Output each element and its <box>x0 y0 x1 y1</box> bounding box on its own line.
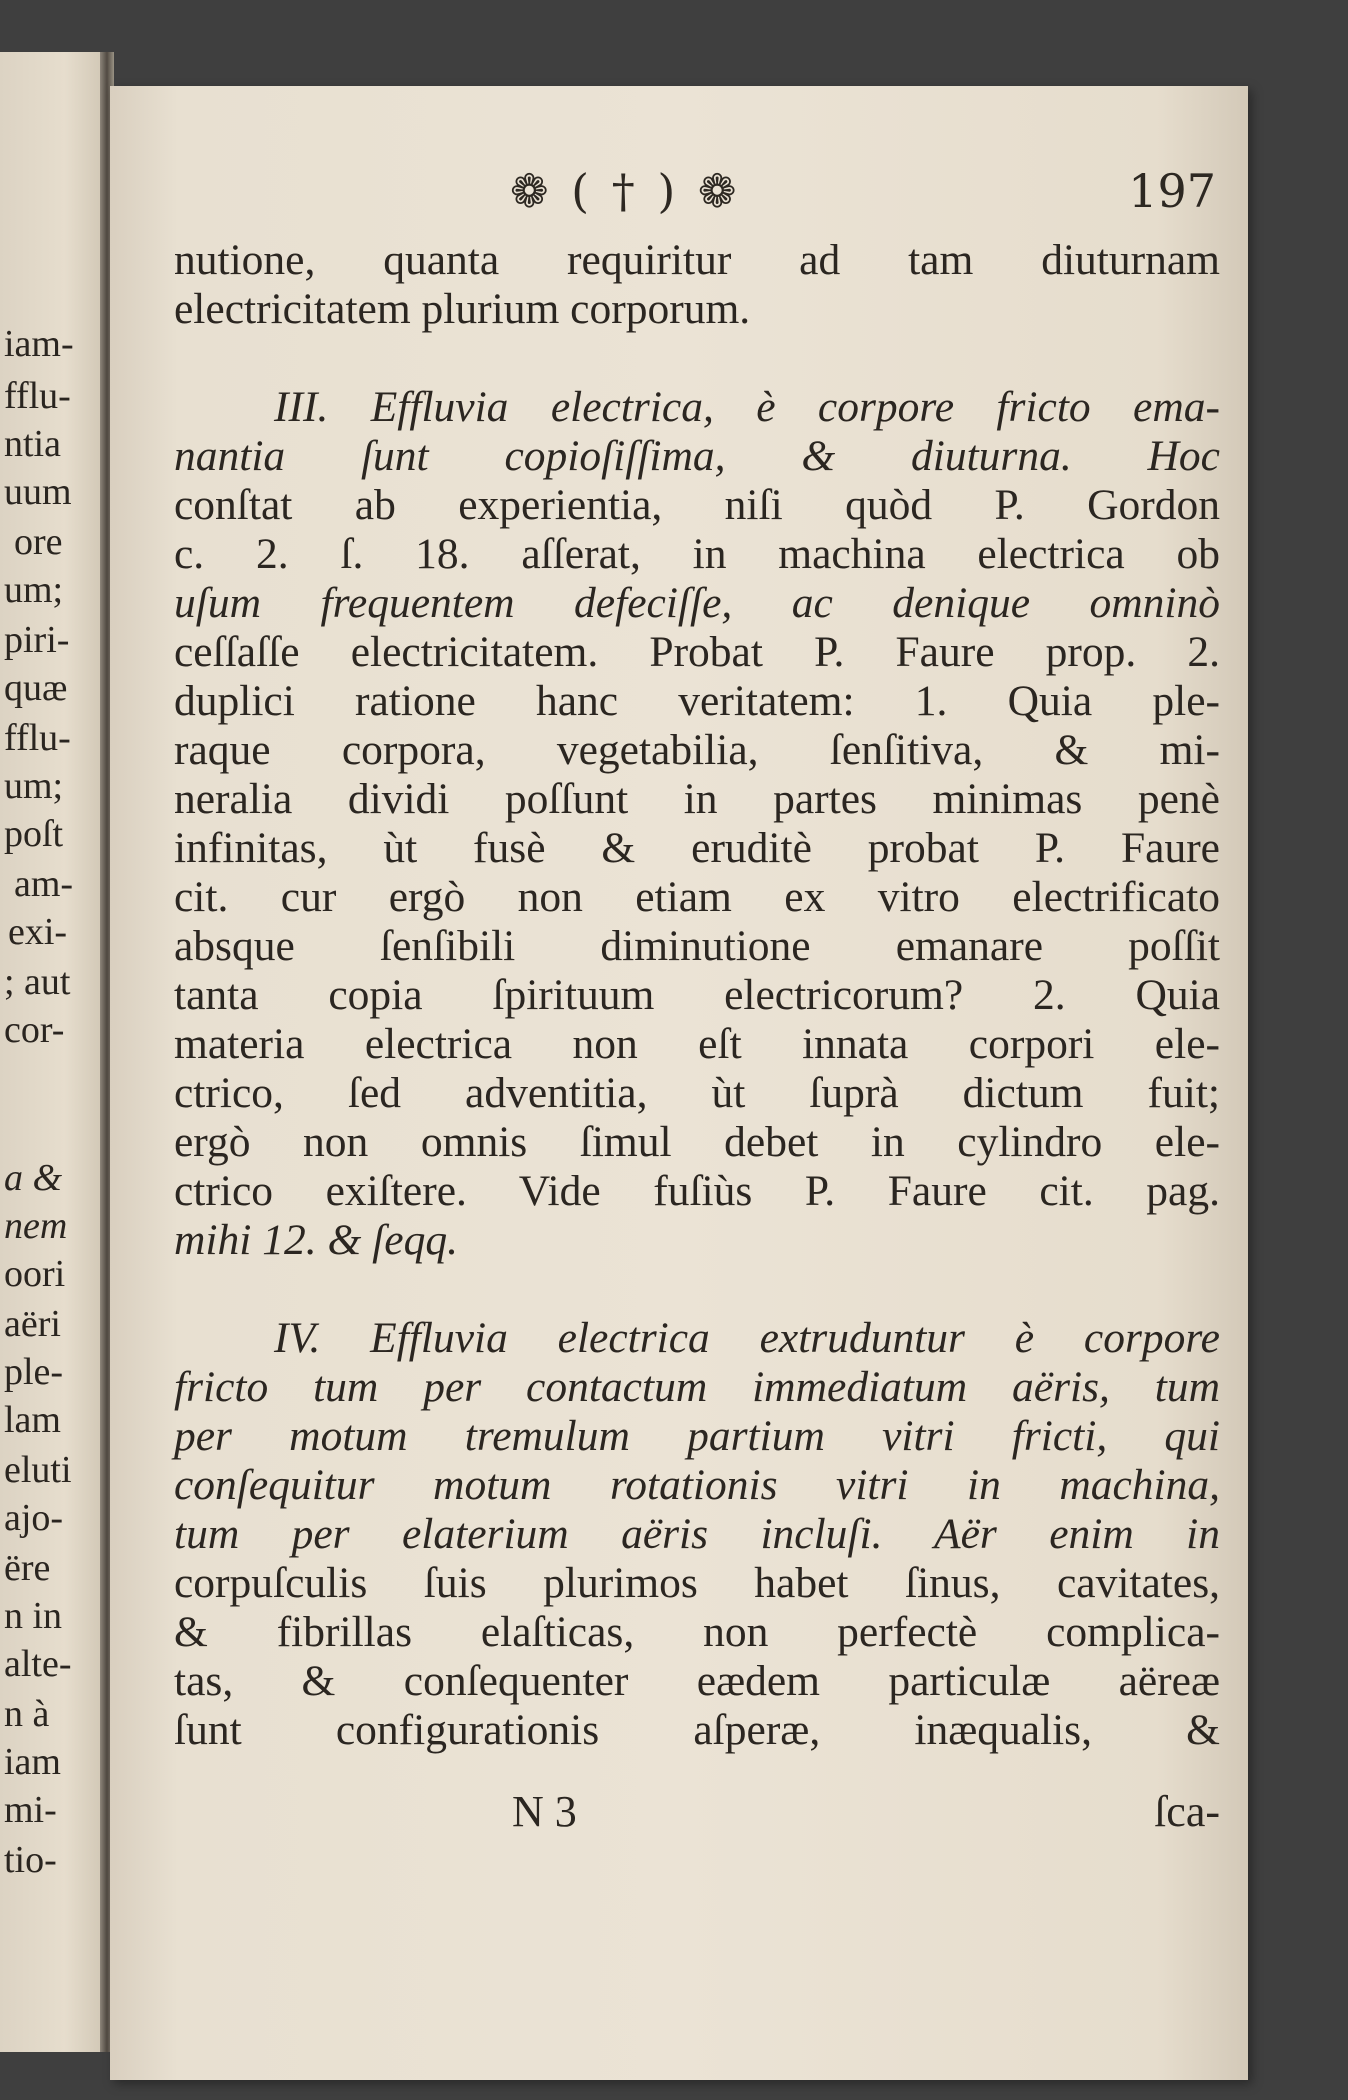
text-line: corpuſculis ſuis plurimos habet ſinus, cavitates, <box>174 1559 1220 1607</box>
left-fragment: uum <box>4 471 72 513</box>
header-ornament: ❁ ( † ) ❁ <box>510 164 741 218</box>
left-fragment: poſt <box>4 813 64 855</box>
left-fragment: eluti <box>4 1449 72 1491</box>
text-line: infinitas, ùt fusè & eruditè probat P. Faure <box>174 824 1220 872</box>
text-line: per motum tremulum partium vitri fricti, qui <box>174 1412 1220 1460</box>
text-line: fricto tum per contactum immediatum aëris, tum <box>174 1363 1220 1411</box>
text-line: electricitatem plurium corporum. <box>174 285 751 333</box>
left-fragment: um; <box>4 765 64 807</box>
text-line: ſunt configurationis aſperæ, inæqualis, & <box>174 1706 1220 1754</box>
left-fragment: oori <box>4 1253 66 1295</box>
left-fragment: nem <box>4 1205 68 1247</box>
text-line: ergò non omnis ſimul debet in cylindro ele- <box>174 1118 1220 1166</box>
text-line: materia electrica non eſt innata corpori ele- <box>174 1020 1220 1068</box>
text-line: neralia dividi poſſunt in partes minimas penè <box>174 775 1220 823</box>
left-fragment: quæ <box>4 667 68 709</box>
page-footer <box>110 1786 1248 1846</box>
left-fragment: fflu- <box>4 375 71 417</box>
left-fragment: piri- <box>4 619 70 661</box>
left-fragment: iam- <box>4 323 74 365</box>
left-fragment: tio- <box>4 1839 57 1881</box>
text-line: & fibrillas elaſticas, non perfectè complica- <box>174 1608 1220 1656</box>
paragraph-heading-III: III. Effluvia electrica, è corpore fricto ema- <box>274 383 1220 431</box>
text-line: conſtat ab experientia, niſi quòd P. Gordon <box>174 481 1220 529</box>
text-line: c. 2. ſ. 18. aſſerat, in machina electrica ob <box>174 530 1220 578</box>
left-fragment: fflu- <box>4 717 71 759</box>
signature-mark: N 3 <box>512 1787 577 1836</box>
text-line: conſequitur motum rotationis vitri in machina, <box>174 1461 1220 1509</box>
text-line: raque corpora, vegetabilia, ſenſitiva, & mi- <box>174 726 1220 774</box>
left-fragment: ajo- <box>4 1497 64 1539</box>
left-fragment: n in <box>4 1595 63 1637</box>
left-fragment: exi- <box>8 911 68 953</box>
text-line: ctrico exiſtere. Vide fuſiùs P. Faure cit. pag. <box>174 1167 1220 1215</box>
text-line: nutione, quanta requiritur ad tam diuturnam <box>174 236 1220 284</box>
page-body <box>174 236 1220 1755</box>
left-fragment: am- <box>14 863 74 905</box>
text-line: tas, & conſequenter eædem particulæ aëreæ <box>174 1657 1220 1705</box>
book-page <box>110 86 1248 2080</box>
left-fragment: mi- <box>4 1789 57 1831</box>
left-fragment: ore <box>14 521 63 563</box>
left-fragment: iam <box>4 1741 61 1783</box>
left-fragment: ëre <box>4 1547 51 1589</box>
left-fragment: n à <box>4 1693 50 1735</box>
text-line: nantia ſunt copioſiſſima, & diuturna. Hoc <box>174 432 1220 480</box>
text-line: tanta copia ſpirituum electricorum? 2. Quia <box>174 971 1220 1019</box>
left-page-edge <box>0 52 108 2052</box>
text-line: mihi 12. & ſeqq. <box>174 1216 458 1264</box>
text-line: absque ſenſibili diminutione emanare poſſit <box>174 922 1220 970</box>
text-line: ceſſaſſe electricitatem. Probat P. Faure prop. 2. <box>174 628 1220 676</box>
text-line: ctrico, ſed adventitia, ùt ſuprà dictum fuit; <box>174 1069 1220 1117</box>
text-line: duplici ratione hanc veritatem: 1. Quia ple- <box>174 677 1220 725</box>
page-header <box>110 164 1248 224</box>
text-line: uſum frequentem defeciſſe, ac denique omninò <box>174 579 1220 627</box>
left-fragment: alte- <box>4 1643 72 1685</box>
text-line: cit. cur ergò non etiam ex vitro electrificato <box>174 873 1220 921</box>
left-fragment: ple- <box>4 1351 64 1393</box>
left-fragment: a & <box>4 1157 63 1199</box>
left-fragment: cor- <box>4 1009 65 1051</box>
left-fragment: lam <box>4 1399 61 1441</box>
catchword: ſca- <box>1154 1787 1220 1836</box>
left-fragment: ; aut <box>4 961 71 1003</box>
left-fragment: um; <box>4 569 64 611</box>
text-line: tum per elaterium aëris incluſi. Aër enim in <box>174 1510 1220 1558</box>
left-fragment: ntia <box>4 423 61 465</box>
paragraph-heading-IV: IV. Effluvia electrica extruduntur è corpore <box>274 1314 1220 1362</box>
left-fragment: aëri <box>4 1303 61 1345</box>
page-number: 197 <box>1128 164 1216 218</box>
